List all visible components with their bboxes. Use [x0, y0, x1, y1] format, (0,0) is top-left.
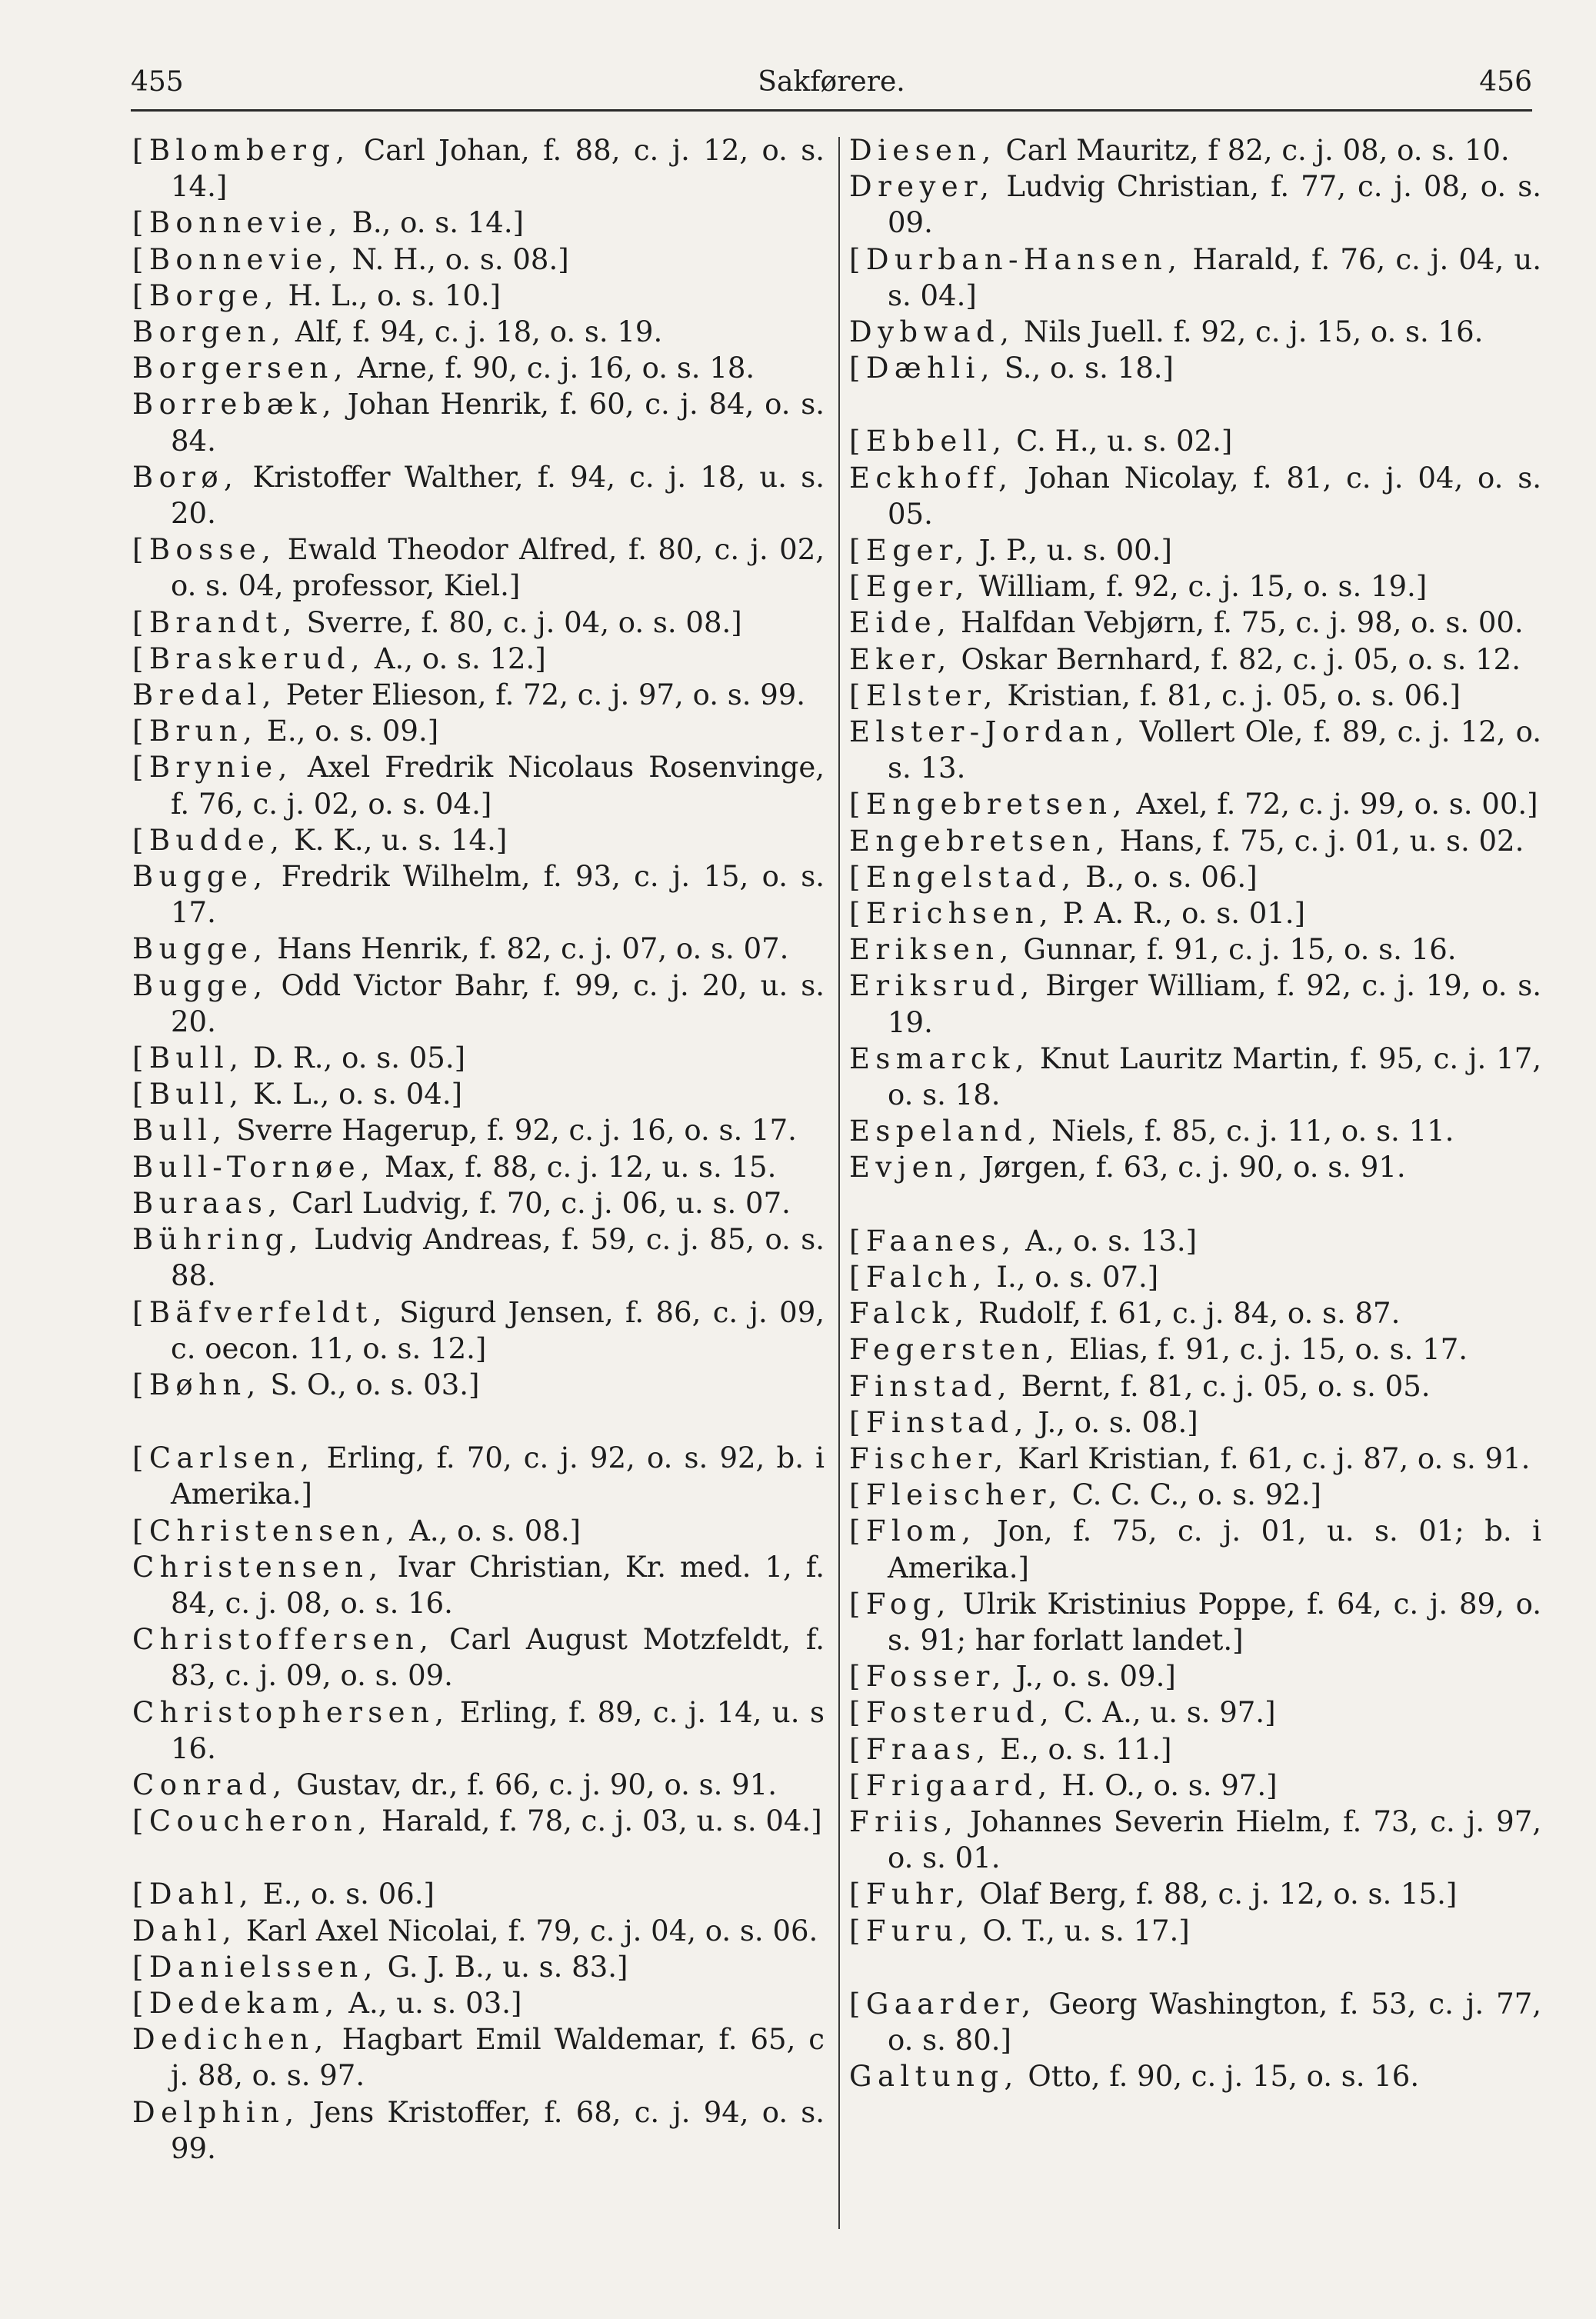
- directory-entry: [849, 678, 1541, 714]
- entry-surname: [Faanes,: [849, 1224, 1017, 1258]
- entry-surname: [Durban-Hansen,: [849, 242, 1183, 276]
- directory-entry: [132, 1913, 825, 1949]
- entry-surname: Bull-Tornøe,: [132, 1150, 376, 1184]
- entry-details: Hans, f. 75, c. j. 01, u. s. 02.: [1119, 824, 1524, 858]
- entry-details: S. O., o. s. 03.]: [270, 1368, 480, 1401]
- entry-surname: [Braskerud,: [132, 641, 366, 675]
- directory-entry: [132, 1767, 825, 1803]
- entry-surname: [Bonnevie,: [132, 206, 343, 240]
- directory-entry: [132, 822, 825, 858]
- directory-entry: [132, 1694, 825, 1767]
- entry-details: K. K., u. s. 14.]: [294, 823, 508, 857]
- entry-details: Olaf Berg, f. 88, c. j. 12, o. s. 15.]: [979, 1878, 1458, 1911]
- entry-details: Carl Ludvig, f. 70, c. j. 06, u. s. 07.: [292, 1186, 791, 1220]
- entry-details: Karl Kristian, f. 61, c. j. 87, o. s. 91.: [1018, 1441, 1531, 1475]
- directory-entry: [132, 386, 825, 458]
- directory-entry: [132, 531, 825, 604]
- directory-entry: [849, 1441, 1541, 1477]
- entry-surname: [Ebbell,: [849, 425, 1008, 458]
- entry-surname: Elster-Jordan,: [849, 715, 1130, 749]
- directory-entry: [132, 677, 825, 713]
- entry-surname: Friis,: [849, 1804, 959, 1838]
- directory-entry: [132, 1076, 825, 1112]
- directory-entry: [849, 1259, 1541, 1295]
- entry-surname: [Engelstad,: [849, 860, 1077, 894]
- column-divider: [838, 137, 840, 2229]
- entry-surname: Eker,: [849, 642, 952, 676]
- entry-surname: Dahl,: [132, 1914, 238, 1947]
- entry-surname: Falck,: [849, 1297, 970, 1331]
- entry-surname: Bühring,: [132, 1223, 304, 1257]
- entry-details: Harald, f. 78, c. j. 03, u. s. 04.]: [382, 1804, 822, 1838]
- entry-surname: [Borge,: [132, 278, 279, 312]
- entry-details: K. L., o. s. 04.]: [253, 1078, 463, 1111]
- entry-surname: [Christensen,: [132, 1514, 401, 1548]
- entry-surname: [Eger,: [849, 534, 970, 568]
- entry-details: N. H., o. s. 08.]: [352, 242, 569, 276]
- entry-surname: [Fosser,: [849, 1660, 1007, 1694]
- entry-details: Ludvig Christian, f. 77, c. j. 08, o. s. 09.: [888, 170, 1541, 240]
- entry-details: Alf, f. 94, c. j. 18, o. s. 19.: [295, 315, 663, 349]
- entry-surname: [Fuhr,: [849, 1878, 971, 1911]
- entry-details: Kristian, f. 81, c. j. 05, o. s. 06.]: [1007, 678, 1461, 712]
- directory-entry: [849, 641, 1541, 678]
- entry-surname: [Budde,: [132, 823, 285, 857]
- entry-surname: [Blomberg,: [132, 134, 351, 167]
- entry-surname: Christoffersen,: [132, 1623, 435, 1657]
- entry-surname: [Dahl,: [132, 1878, 254, 1911]
- entry-surname: [Elster,: [849, 678, 998, 712]
- directory-entry: [132, 459, 825, 531]
- entry-surname: Christensen,: [132, 1550, 384, 1584]
- directory-entry: [132, 2021, 825, 2094]
- entry-surname: [Flom,: [849, 1514, 977, 1548]
- entry-details: Hans Henrik, f. 82, c. j. 07, o. s. 07.: [277, 932, 789, 966]
- entry-details: Harald, f. 76, c. j. 04, u. s. 04.]: [888, 242, 1541, 312]
- entry-surname: Galtung,: [849, 2060, 1019, 2094]
- entry-surname: [Coucheron,: [132, 1804, 373, 1838]
- directory-entry: [132, 2094, 825, 2167]
- directory-entry: [849, 968, 1541, 1040]
- directory-entry: [849, 1041, 1541, 1113]
- entry-details: I., o. s. 07.]: [996, 1260, 1159, 1294]
- entry-details: H. O., o. s. 97.]: [1061, 1768, 1278, 1802]
- entry-surname: [Danielssen,: [132, 1950, 378, 1984]
- directory-entry: [849, 1804, 1541, 1876]
- directory-entry: [132, 1949, 825, 1985]
- entry-details: Carl Mauritz, f 82, c. j. 08, o. s. 10.: [1005, 134, 1510, 167]
- directory-entry: [132, 1221, 825, 1294]
- directory-entry: [849, 1149, 1541, 1185]
- entry-details: J. P., u. s. 00.]: [978, 534, 1172, 568]
- entry-surname: Bugge,: [132, 860, 268, 894]
- entry-details: Ludvig Andreas, f. 59, c. j. 85, o. s. 88.: [171, 1223, 825, 1293]
- entry-details: William, f. 92, c. j. 15, o. s. 19.]: [978, 570, 1428, 604]
- directory-entry: [132, 749, 825, 821]
- entry-details: Max, f. 88, c. j. 12, u. s. 15.: [384, 1150, 777, 1184]
- left-column: [132, 132, 825, 2255]
- entry-details: Carl August Motzfeldt, f. 83, c. j. 09, o. s. 09.: [171, 1623, 825, 1693]
- entry-surname: [Gaarder,: [849, 1987, 1037, 2021]
- entry-details: Odd Victor Bahr, f. 99, c. j. 20, u. s. 20.: [171, 968, 825, 1038]
- entry-surname: Dreyer,: [849, 170, 995, 204]
- entry-details: Fredrik Wilhelm, f. 93, c. j. 15, o. s. 17.: [171, 860, 825, 930]
- entry-details: Johan Nicolay, f. 81, c. j. 04, o. s. 05.: [888, 461, 1541, 531]
- directory-entry: [132, 968, 825, 1040]
- entry-details: Peter Elieson, f. 72, c. j. 97, o. s. 99.: [285, 678, 806, 712]
- directory-entry: [132, 931, 825, 967]
- entry-details: Oskar Bernhard, f. 82, c. j. 05, o. s. 12.: [961, 642, 1521, 676]
- entry-surname: Dedichen,: [132, 2023, 329, 2057]
- entry-details: E., o. s. 06.]: [262, 1878, 435, 1911]
- page-number-right: 456: [1479, 66, 1532, 98]
- entry-details: Rudolf, f. 61, c. j. 84, o. s. 87.: [978, 1297, 1401, 1331]
- entry-surname: Delphin,: [132, 2095, 300, 2129]
- directory-entry: [132, 641, 825, 677]
- directory-entry: [132, 1185, 825, 1221]
- entry-details: B., o. s. 06.]: [1085, 860, 1258, 894]
- right-column: [849, 132, 1541, 2255]
- entry-details: H. L., o. s. 10.]: [288, 278, 501, 312]
- directory-entry: [849, 1731, 1541, 1768]
- entry-surname: Christophersen,: [132, 1695, 450, 1729]
- entry-surname: [Brun,: [132, 715, 258, 748]
- entry-surname: [Bonnevie,: [132, 242, 343, 276]
- entry-surname: [Engebretsen,: [849, 788, 1128, 821]
- directory-entry: [849, 823, 1541, 859]
- entry-surname: [Bull,: [132, 1078, 245, 1111]
- directory-entry: [849, 168, 1541, 241]
- entry-surname: Eckhoff,: [849, 461, 1014, 495]
- entry-surname: Bull,: [132, 1114, 228, 1148]
- entry-details: Carl Johan, f. 88, c. j. 12, o. s. 14.]: [171, 134, 825, 204]
- entry-details: Jens Kristoffer, f. 68, c. j. 94, o. s. 99.: [171, 2095, 825, 2165]
- entry-surname: [Fleischer,: [849, 1478, 1063, 1512]
- header-rule: [131, 109, 1532, 112]
- directory-entry: [132, 1621, 825, 1694]
- directory-entry: [849, 132, 1541, 168]
- page-number-left: 455: [131, 66, 184, 98]
- entry-details: Sigurd Jensen, f. 86, c. j. 09, c. oecon. 11, o. s. 12.]: [171, 1295, 825, 1365]
- directory-entry: [849, 859, 1541, 895]
- entry-details: Knut Lauritz Martin, f. 95, c. j. 17, o. s. 18.: [888, 1041, 1541, 1112]
- directory-entry: [849, 568, 1541, 605]
- entry-details: C. A., u. s. 97.]: [1063, 1696, 1276, 1730]
- entry-details: Bernt, f. 81, c. j. 05, o. s. 05.: [1021, 1369, 1431, 1403]
- directory-entry: [849, 714, 1541, 786]
- entry-surname: Borgersen,: [132, 352, 348, 385]
- entry-details: B., o. s. 14.]: [352, 206, 525, 240]
- directory-entry: [849, 1113, 1541, 1149]
- entry-details: Erling, f. 89, c. j. 14, u. s 16.: [171, 1695, 825, 1765]
- directory-entry: [132, 713, 825, 749]
- entry-details: A., u. s. 03.]: [348, 1986, 522, 2020]
- directory-entry: [849, 460, 1541, 532]
- entry-details: Gustav, dr., f. 66, c. j. 90, o. s. 91.: [296, 1768, 777, 1801]
- directory-entry: [132, 858, 825, 931]
- entry-surname: Evjen,: [849, 1151, 974, 1184]
- entry-details: Ivar Christian, Kr. med. 1, f. 84, c. j. 08, o. s. 16.: [171, 1550, 825, 1620]
- directory-entry: [132, 1985, 825, 2021]
- entry-surname: Bredal,: [132, 678, 277, 712]
- entry-surname: Engebretsen,: [849, 824, 1111, 858]
- entry-details: J., o. s. 09.]: [1015, 1660, 1176, 1694]
- entry-surname: [Fosterud,: [849, 1696, 1055, 1730]
- entry-details: P. A. R., o. s. 01.]: [1062, 897, 1306, 931]
- entry-surname: [Brynie,: [132, 751, 293, 785]
- directory-entry: [132, 1112, 825, 1148]
- entry-details: A., o. s. 08.]: [409, 1514, 581, 1548]
- entry-surname: Espeland,: [849, 1115, 1043, 1148]
- entry-surname: Bugge,: [132, 968, 268, 1002]
- entry-details: Karl Axel Nicolai, f. 79, c. j. 04, o. s. 06.: [245, 1914, 818, 1947]
- directory-entry: [132, 1513, 825, 1549]
- entry-details: A., o. s. 12.]: [374, 641, 546, 675]
- directory-entry: [849, 1404, 1541, 1441]
- entry-details: Gunnar, f. 91, c. j. 15, o. s. 16.: [1023, 933, 1457, 967]
- entry-details: Nils Juell. f. 92, c. j. 15, o. s. 16.: [1024, 315, 1484, 349]
- entry-surname: Eriksrud,: [849, 969, 1035, 1003]
- entry-surname: [Dedekam,: [132, 1986, 340, 2020]
- directory-entry: [849, 786, 1541, 822]
- directory-entry: [849, 605, 1541, 641]
- directory-entry: [849, 423, 1541, 459]
- directory-entry: [849, 1223, 1541, 1259]
- entry-details: E., o. s. 11.]: [1000, 1732, 1172, 1766]
- entry-details: Axel Fredrik Nicolaus Rosenvinge, f. 76, c. j. 02, o. s. 04.]: [171, 751, 825, 821]
- entry-surname: [Bøhn,: [132, 1368, 262, 1401]
- entry-surname: Esmarck,: [849, 1041, 1030, 1075]
- entry-surname: Finstad,: [849, 1369, 1012, 1403]
- entry-details: Sverre, f. 80, c. j. 04, o. s. 08.]: [306, 605, 742, 639]
- entry-details: Elias, f. 91, c. j. 15, o. s. 17.: [1068, 1333, 1468, 1367]
- entry-surname: [Furu,: [849, 1914, 974, 1947]
- directory-entry: [849, 1768, 1541, 1804]
- entry-details: E., o. s. 09.]: [266, 715, 439, 748]
- directory-entry: [849, 1586, 1541, 1658]
- directory-entry: [132, 205, 825, 241]
- entry-surname: [Fraas,: [849, 1732, 991, 1766]
- entry-surname: Borrebæk,: [132, 388, 337, 421]
- directory-entry: [132, 1549, 825, 1621]
- entry-surname: [Finstad,: [849, 1405, 1029, 1439]
- entry-details: Erling, f. 70, c. j. 92, o. s. 92, b. i Amerika.]: [171, 1441, 825, 1511]
- entry-surname: Eriksen,: [849, 933, 1015, 967]
- directory-entry: [849, 350, 1541, 386]
- running-title: Sakførere.: [758, 66, 905, 98]
- entry-details: G. J. B., u. s. 83.]: [387, 1950, 628, 1984]
- entry-surname: Buraas,: [132, 1186, 283, 1220]
- entry-surname: [Bosse,: [132, 533, 277, 567]
- directory-entry: [849, 1876, 1541, 1912]
- entry-surname: [Dæhli,: [849, 352, 995, 385]
- entry-details: C. H., u. s. 02.]: [1016, 425, 1233, 458]
- entry-details: C. C. C., o. s. 92.]: [1071, 1478, 1321, 1512]
- entry-surname: [Falch,: [849, 1260, 988, 1294]
- entry-details: Birger William, f. 92, c. j. 19, o. s. 19.: [888, 969, 1541, 1039]
- directory-entry: [849, 931, 1541, 968]
- entry-surname: [Bull,: [132, 1041, 245, 1075]
- directory-entry: [132, 605, 825, 641]
- directory-entry: [849, 895, 1541, 931]
- directory-entry: [132, 1040, 825, 1076]
- directory-entry: [849, 242, 1541, 314]
- entry-details: Johannes Severin Hielm, f. 73, c. j. 97, o. s. 01.: [888, 1804, 1541, 1875]
- entry-details: O. T., u. s. 17.]: [982, 1914, 1190, 1947]
- directory-entry: [132, 1294, 825, 1367]
- directory-entry: [849, 1331, 1541, 1368]
- directory-entry: [849, 314, 1541, 350]
- entry-surname: Borø,: [132, 460, 239, 494]
- entry-surname: [Bäfverfeldt,: [132, 1295, 388, 1329]
- entry-details: Jørgen, f. 63, c. j. 90, o. s. 91.: [982, 1151, 1406, 1184]
- directory-entry: [849, 1477, 1541, 1513]
- entry-details: Niels, f. 85, c. j. 11, o. s. 11.: [1051, 1115, 1454, 1148]
- entry-details: Ewald Theodor Alfred, f. 80, c. j. 02, o. s. 04, professor, Kiel.]: [171, 533, 825, 603]
- directory-entry: [132, 1367, 825, 1403]
- entry-details: Halfdan Vebjørn, f. 75, c. j. 98, o. s. 00.: [960, 606, 1524, 640]
- entry-details: Ulrik Kristinius Poppe, f. 64, c. j. 89, o. s. 91; har forlatt landet.]: [888, 1587, 1541, 1657]
- directory-entry: [849, 1694, 1541, 1731]
- entry-surname: Fischer,: [849, 1441, 1009, 1475]
- entry-surname: [Frigaard,: [849, 1768, 1053, 1802]
- entry-surname: Eide,: [849, 606, 952, 640]
- directory-entry: [849, 2058, 1541, 2094]
- entry-details: A., o. s. 13.]: [1025, 1224, 1198, 1258]
- entry-surname: Dybwad,: [849, 315, 1015, 349]
- directory-entry: [132, 242, 825, 278]
- directory-entry: [132, 1149, 825, 1185]
- directory-entry: [849, 1295, 1541, 1331]
- entry-surname: Bugge,: [132, 932, 268, 966]
- entry-details: Arne, f. 90, c. j. 16, o. s. 18.: [357, 352, 755, 385]
- entry-details: Vollert Ole, f. 89, c. j. 12, o. s. 13.: [888, 715, 1542, 785]
- directory-entry: [132, 1440, 825, 1512]
- entry-details: J., o. s. 08.]: [1038, 1405, 1198, 1439]
- entry-details: Johan Henrik, f. 60, c. j. 84, o. s. 84.: [171, 388, 825, 458]
- directory-entry: [132, 1876, 825, 1912]
- entry-details: S., o. s. 18.]: [1004, 352, 1174, 385]
- entry-surname: Conrad,: [132, 1768, 288, 1801]
- directory-entry: [132, 1803, 825, 1839]
- page-header: [131, 66, 1532, 105]
- directory-entry: [132, 278, 825, 314]
- directory-entry: [132, 132, 825, 205]
- entry-details: Kristoffer Walther, f. 94, c. j. 18, u. s. 20.: [171, 460, 825, 531]
- entry-details: Jon, f. 75, c. j. 01, u. s. 01; b. i Amerika.]: [888, 1514, 1541, 1584]
- entry-surname: [Erichsen,: [849, 897, 1054, 931]
- entry-surname: [Carlsen,: [132, 1441, 315, 1475]
- entry-surname: Diesen,: [849, 134, 997, 167]
- entry-details: Sverre Hagerup, f. 92, c. j. 16, o. s. 17.: [236, 1114, 797, 1148]
- entry-surname: [Eger,: [849, 570, 970, 604]
- directory-entry: [132, 350, 825, 386]
- entry-details: Otto, f. 90, c. j. 15, o. s. 16.: [1028, 2060, 1420, 2094]
- directory-entry: [849, 1986, 1541, 2058]
- entry-surname: Borgen,: [132, 315, 287, 349]
- directory-entry: [849, 1658, 1541, 1694]
- directory-entry: [849, 532, 1541, 568]
- directory-entry: [849, 1913, 1541, 1949]
- directory-entry: [132, 314, 825, 350]
- entry-surname: [Fog,: [849, 1587, 951, 1621]
- entry-surname: [Brandt,: [132, 605, 298, 639]
- directory-entry: [849, 1513, 1541, 1585]
- entry-details: Hagbart Emil Waldemar, f. 65, c j. 88, o. s. 97.: [171, 2023, 825, 2093]
- entry-details: Axel, f. 72, c. j. 99, o. s. 00.]: [1136, 788, 1538, 821]
- entry-details: D. R., o. s. 05.]: [253, 1041, 466, 1075]
- entry-surname: Fegersten,: [849, 1333, 1061, 1367]
- directory-entry: [849, 1368, 1541, 1404]
- entry-details: Georg Washington, f. 53, c. j. 77, o. s. 80.]: [888, 1987, 1541, 2057]
